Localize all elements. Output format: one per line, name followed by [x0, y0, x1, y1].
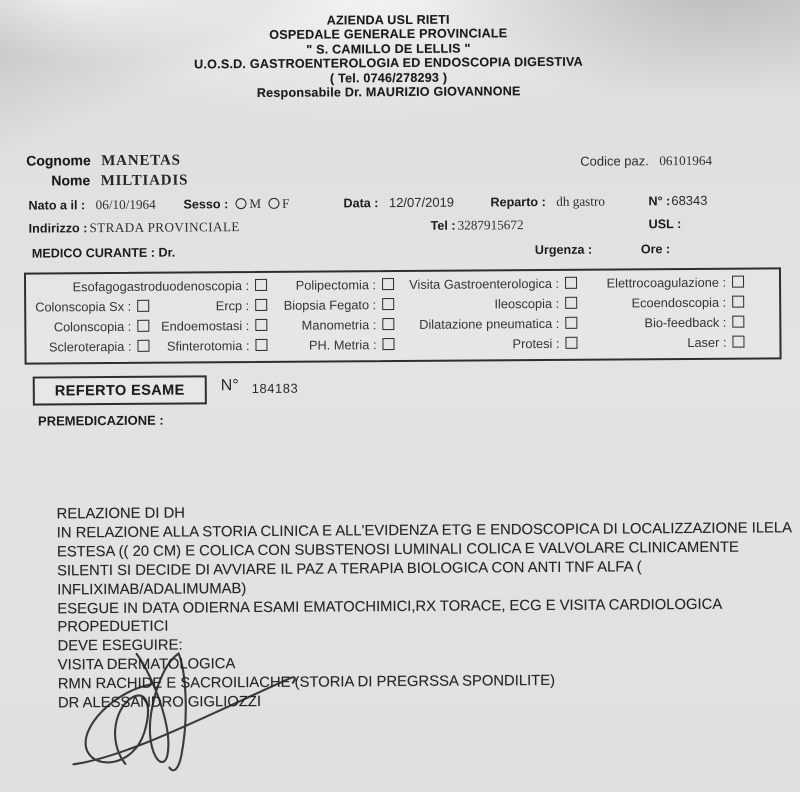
- sesso-label: Sesso :: [183, 197, 229, 212]
- field-medico-curante: [32, 244, 176, 263]
- tel-label: Tel :: [430, 218, 456, 233]
- field-usl: [649, 215, 682, 233]
- sesso-male-option: M: [249, 195, 262, 212]
- checkbox-icon: [382, 278, 394, 290]
- checkbox-icon: [732, 336, 744, 348]
- checkbox-icon: [382, 298, 394, 310]
- procedure-ecoendoscopia: Ecoendoscopia :: [632, 295, 745, 311]
- premedicazione-label: PREMEDICAZIONE :: [37, 412, 164, 429]
- signature-handwriting: [57, 643, 308, 790]
- checkbox-icon: [137, 300, 149, 312]
- procedure-dilatazione-pneumatica: Dilatazione pneumatica :: [419, 316, 577, 332]
- checkbox-icon: [382, 318, 394, 330]
- tel-value: 3287915672: [457, 217, 524, 233]
- codice-label: Codice paz.: [580, 153, 649, 169]
- field-nato: [28, 196, 155, 215]
- field-reparto: [490, 193, 605, 212]
- procedure-biopsia-fegato: Biopsia Fegato :: [284, 297, 395, 313]
- radio-female-icon: [268, 198, 279, 209]
- nome-label: Nome: [51, 172, 91, 189]
- field-data: [343, 194, 454, 213]
- data-value: 12/07/2019: [388, 194, 455, 211]
- numero-value: 68343: [671, 192, 708, 209]
- procedures-checkbox-grid: [24, 267, 782, 364]
- checkbox-icon: [137, 340, 149, 352]
- procedure-colonscopia-sx: Colonscopia Sx :: [35, 299, 149, 315]
- checkbox-icon: [137, 320, 149, 332]
- reparto-value: dh gastro: [556, 193, 605, 209]
- report-line: PROPEDUETICI: [57, 619, 169, 636]
- indirizzo-value: STRADA PROVINCIALE: [89, 219, 240, 236]
- report-line: INFLIXIMAB/ADALIMUMAB): [57, 580, 247, 599]
- procedure-visita-gastroenterologica: Visita Gastroenterologica :: [409, 276, 577, 292]
- urgenza-label: Urgenza :: [534, 242, 593, 258]
- indirizzo-label: Indirizzo :: [28, 221, 88, 236]
- checkbox-icon: [732, 316, 744, 328]
- field-nome: [51, 171, 188, 190]
- nato-value: 06/10/1964: [95, 196, 156, 213]
- procedure-ercp: Ercp :: [216, 298, 268, 313]
- header-line-org: AZIENDA USL RIETI: [326, 12, 450, 28]
- report-line: DEVE ESEGUIRE:: [57, 637, 183, 655]
- field-cognome: [26, 152, 181, 171]
- procedure-esofagogastroduodenoscopia: Esofagogastroduodenoscopia :: [73, 278, 268, 294]
- cognome-value: MANETAS: [101, 152, 181, 170]
- report-line: IN RELAZIONE ALLA STORIA CLINICA E ALL'EVIDENZA ETG E ENDOSCOPICA DI LOCALIZZAZIONE ILELA: [56, 520, 793, 542]
- report-line: RMN RACHIDE E SACROILIACHE (STORIA DI PREGRSSA SPONDILITE): [57, 673, 556, 693]
- procedure-manometria: Manometria :: [302, 317, 395, 333]
- procedure-polipectomia: Polipectomia :: [296, 277, 394, 293]
- checkbox-icon: [732, 276, 744, 288]
- numero-label: N° :: [648, 194, 671, 209]
- referto-esame-box: [33, 375, 207, 405]
- field-codice-paziente: [580, 152, 712, 171]
- referto-numero-symbol: N°: [220, 377, 239, 395]
- procedure-colonscopia: Colonscopia :: [54, 319, 150, 335]
- referto-numero-value: 184183: [251, 380, 299, 397]
- procedure-elettrocoagulazione: Elettrocoagulazione :: [606, 275, 744, 291]
- codice-value: 06101964: [659, 152, 713, 169]
- referto-esame-title: REFERTO ESAME: [54, 382, 185, 399]
- sesso-female-option: F: [281, 195, 290, 211]
- header-line-hospital: OSPEDALE GENERALE PROVINCIALE: [269, 26, 508, 43]
- checkbox-icon: [732, 296, 744, 308]
- checkbox-icon: [255, 279, 267, 291]
- checkbox-icon: [565, 337, 577, 349]
- field-tel: [431, 216, 524, 235]
- field-ore: [641, 240, 671, 258]
- nato-label: Nato a il :: [28, 198, 86, 213]
- checkbox-icon: [565, 317, 577, 329]
- checkbox-icon: [382, 338, 394, 350]
- checkbox-icon: [255, 299, 267, 311]
- field-urgenza: [535, 241, 593, 259]
- report-line: ESEGUE IN DATA ODIERNA ESAMI EMATOCHIMICI,RX TORACE, ECG E VISITA CARDIOLOGICA: [57, 596, 723, 617]
- procedure-endoemostasi: Endoemostasi :: [161, 318, 267, 334]
- nome-value: MILTIADIS: [100, 172, 189, 190]
- report-line: SILENTI SI DECIDE DI AVVIARE IL PAZ A TERAPIA BIOLOGICA CON ANTI TNF ALFA (: [56, 559, 642, 580]
- procedure-ph-metria: PH. Metria :: [309, 337, 395, 353]
- checkbox-icon: [255, 319, 267, 331]
- procedure-scleroterapia: Scleroterapia :: [49, 339, 150, 355]
- ore-label: Ore :: [640, 242, 671, 257]
- header-line-unit: U.O.S.D. GASTROENTEROLOGIA ED ENDOSCOPIA DIGESTIVA: [194, 54, 583, 72]
- reparto-label: Reparto :: [490, 194, 546, 210]
- checkbox-icon: [255, 339, 267, 351]
- checkbox-icon: [565, 277, 577, 289]
- header-line-hospital-name: " S. CAMILLO DE LELLIS ": [306, 41, 471, 57]
- procedure-laser: Laser :: [687, 335, 744, 350]
- procedure-sfinterotomia: Sfinterotomia :: [167, 338, 268, 354]
- procedure-protesi: Protesi :: [512, 336, 577, 351]
- medico-curante-label: MEDICO CURANTE : Dr.: [31, 245, 176, 261]
- field-sesso: [183, 195, 289, 214]
- header-line-phone: ( Tel. 0746/278293 ): [329, 70, 448, 86]
- field-indirizzo: [29, 218, 240, 237]
- report-line: DR ALESSANDRO GIGLIOZZI: [57, 694, 262, 712]
- report-line: ESTESA (( 20 CM) E COLICA CON SUBSTENOSI LUMINALI COLICA E VALVOLARE CLINICAMENTE: [56, 539, 739, 561]
- field-numero: [648, 192, 707, 210]
- radio-male-icon: [235, 198, 246, 209]
- usl-label: USL :: [648, 217, 682, 232]
- hospital-letterhead: [0, 10, 780, 102]
- report-line: VISITA DERMATOLOGICA: [57, 656, 236, 674]
- data-label: Data :: [343, 196, 379, 211]
- procedure-ileoscopia: Ileoscopia :: [494, 296, 577, 312]
- checkbox-icon: [565, 297, 577, 309]
- header-line-responsible: Responsabile Dr. MAURIZIO GIOVANNONE: [256, 84, 521, 101]
- procedure-bio-feedback: Bio-feedback :: [644, 315, 744, 331]
- report-line: RELAZIONE DI DH: [56, 505, 185, 523]
- cognome-label: Cognome: [26, 152, 91, 169]
